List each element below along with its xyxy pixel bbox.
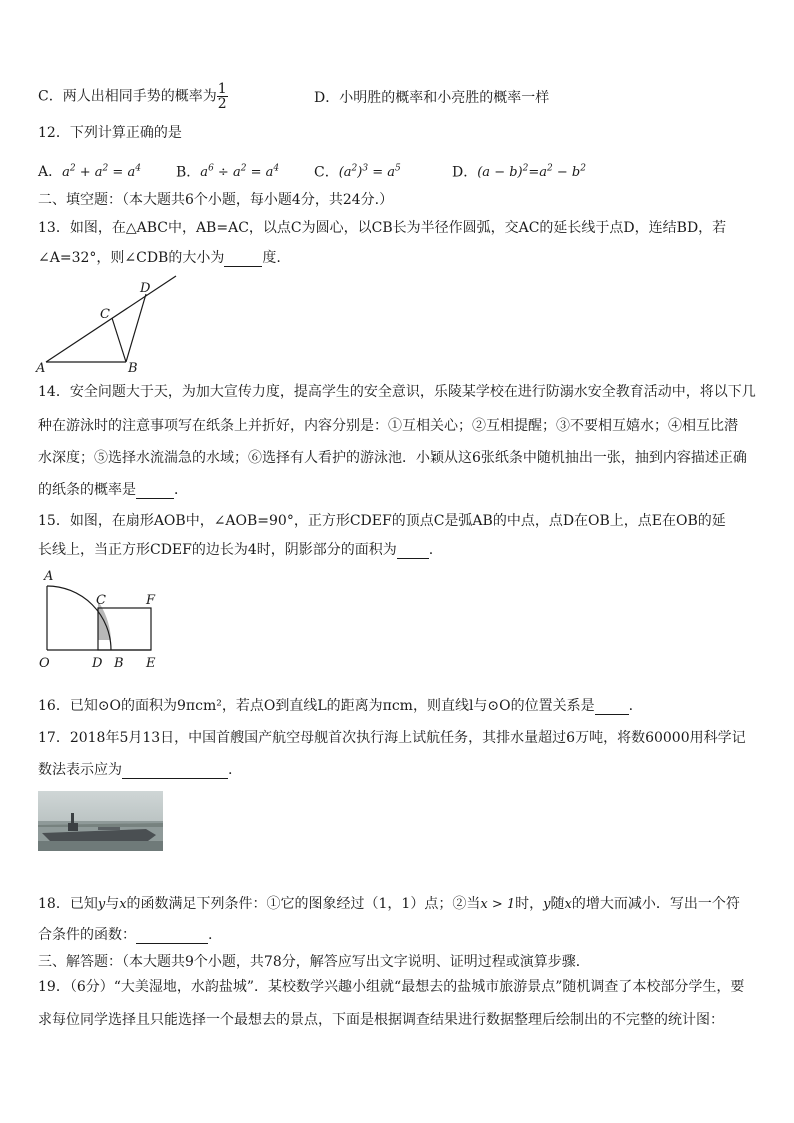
q12-stem: 12．下列计算正确的是 xyxy=(38,125,182,141)
q19-line1: 19．（6分）“大美湿地，水韵盐城”．某校数学兴趣小组就“最想去的盐城市旅游景点”随机调查了本校部分学生，要 xyxy=(38,979,745,995)
label-b: B xyxy=(128,361,138,374)
q19-line2: 求每位同学选择且只能选择一个最想去的景点，下面是根据调查结果进行数据整理后绘制出的不完整的统计图： xyxy=(38,1012,724,1028)
q15-sector-figure xyxy=(34,566,164,684)
q11-options xyxy=(38,82,228,111)
q14-line2: 种在游泳时的注意事项写在纸条上并折好，内容分别是：①互相关心；②互相提醒；③不要相互嬉水；④相互比潜 xyxy=(38,418,738,434)
label-c: C xyxy=(96,593,106,608)
q13-line1: 13．如图，在△ABC中，AB=AC，以点C为圆心，以CB长为半径作圆弧，交AC的延长线于点D，连结BD，若 xyxy=(38,220,727,236)
q16-line: 16．已知⊙O的面积为9πcm²，若点O到直线L的距离为πcm，则直线l与⊙O的位置关系是 . xyxy=(38,698,634,714)
line-ad xyxy=(46,276,176,362)
q12-option-c: C．$(a^2)^3 = a^5$ xyxy=(314,164,401,181)
q12-option-a: A．$a^2 + a^2 = a^4$ xyxy=(38,164,141,181)
label-o: O xyxy=(39,656,50,671)
q14-line1: 14．安全问题大于天，为加大宣传力度，提高学生的安全意识，乐陵某学校在进行防溺水安全教育活动中，将以下几 xyxy=(38,384,756,400)
q12-option-d: D．$(a - b)^2=a^2 - b^2$ xyxy=(452,164,586,181)
label-d: D xyxy=(92,656,103,671)
q18-answer-blank xyxy=(136,929,208,944)
q14-line4: 的纸条的概率是 ． xyxy=(38,482,188,498)
section-3-heading: 三、解答题：（本大题共9个小题，共78分，解答应写出文字说明、证明过程或演算步骤． xyxy=(38,954,590,970)
label-b: B xyxy=(114,656,124,671)
section-2-heading: 二、填空题：（本大题共6个小题，每小题4分，共24分.） xyxy=(38,192,394,208)
line-bd xyxy=(126,294,146,362)
one-half-fraction: $\frac{1}{2}$ xyxy=(217,81,227,112)
aircraft-carrier-photo xyxy=(38,791,163,851)
q17-line2: 数法表示应为 . xyxy=(38,762,233,778)
q15-answer-blank xyxy=(397,544,429,559)
q12-option-b: B．$a^6 \div a^2 = a^4$ xyxy=(176,164,280,181)
q13-line2: ∠A=32°，则∠CDB的大小为 度. xyxy=(38,250,281,266)
q17-answer-blank xyxy=(122,764,228,779)
q17-line1: 17．2018年5月13日，中国首艘国产航空母舰首次执行海上试航任务，其排水量超过6万吨，将数60000用科学记 xyxy=(38,730,746,746)
q15-line2: 长线上，当正方形CDEF的边长为4时，阴影部分的面积为 . xyxy=(38,542,434,558)
q13-triangle-figure xyxy=(34,274,184,374)
q11-option-c: C．两人出相同手势的概率为 xyxy=(38,88,217,105)
q11-option-d: D．小明胜的概率和小亮胜的概率一样 xyxy=(314,90,550,106)
label-c: C xyxy=(100,307,110,322)
q13-answer-blank xyxy=(224,252,262,267)
label-a: A xyxy=(44,569,54,584)
q18-line2: 合条件的函数： . xyxy=(38,927,213,943)
label-f: F xyxy=(146,593,156,608)
line-cb xyxy=(112,318,126,362)
q14-line3: 水深度；⑤选择水流湍急的水域；⑥选择有人看护的游泳池．小颖从这6张纸条中随机抽出一张，抽到内容描述正确 xyxy=(38,450,747,466)
q18-line1: 18．已知y与x的函数满足下列条件：①它的图象经过（1，1）点；②当x > 1时，y随x的增大而减小．写出一个符 xyxy=(38,896,740,912)
label-e: E xyxy=(146,656,156,671)
q16-answer-blank xyxy=(595,700,629,715)
q12-options xyxy=(38,160,141,182)
q15-line1: 15．如图，在扇形AOB中，∠AOB=90°，正方形CDEF的顶点C是弧AB的中点，点D在OB上，点E在OB的延 xyxy=(38,513,726,529)
q14-answer-blank xyxy=(136,484,174,499)
label-a: A xyxy=(36,361,46,374)
label-d: D xyxy=(140,281,151,296)
